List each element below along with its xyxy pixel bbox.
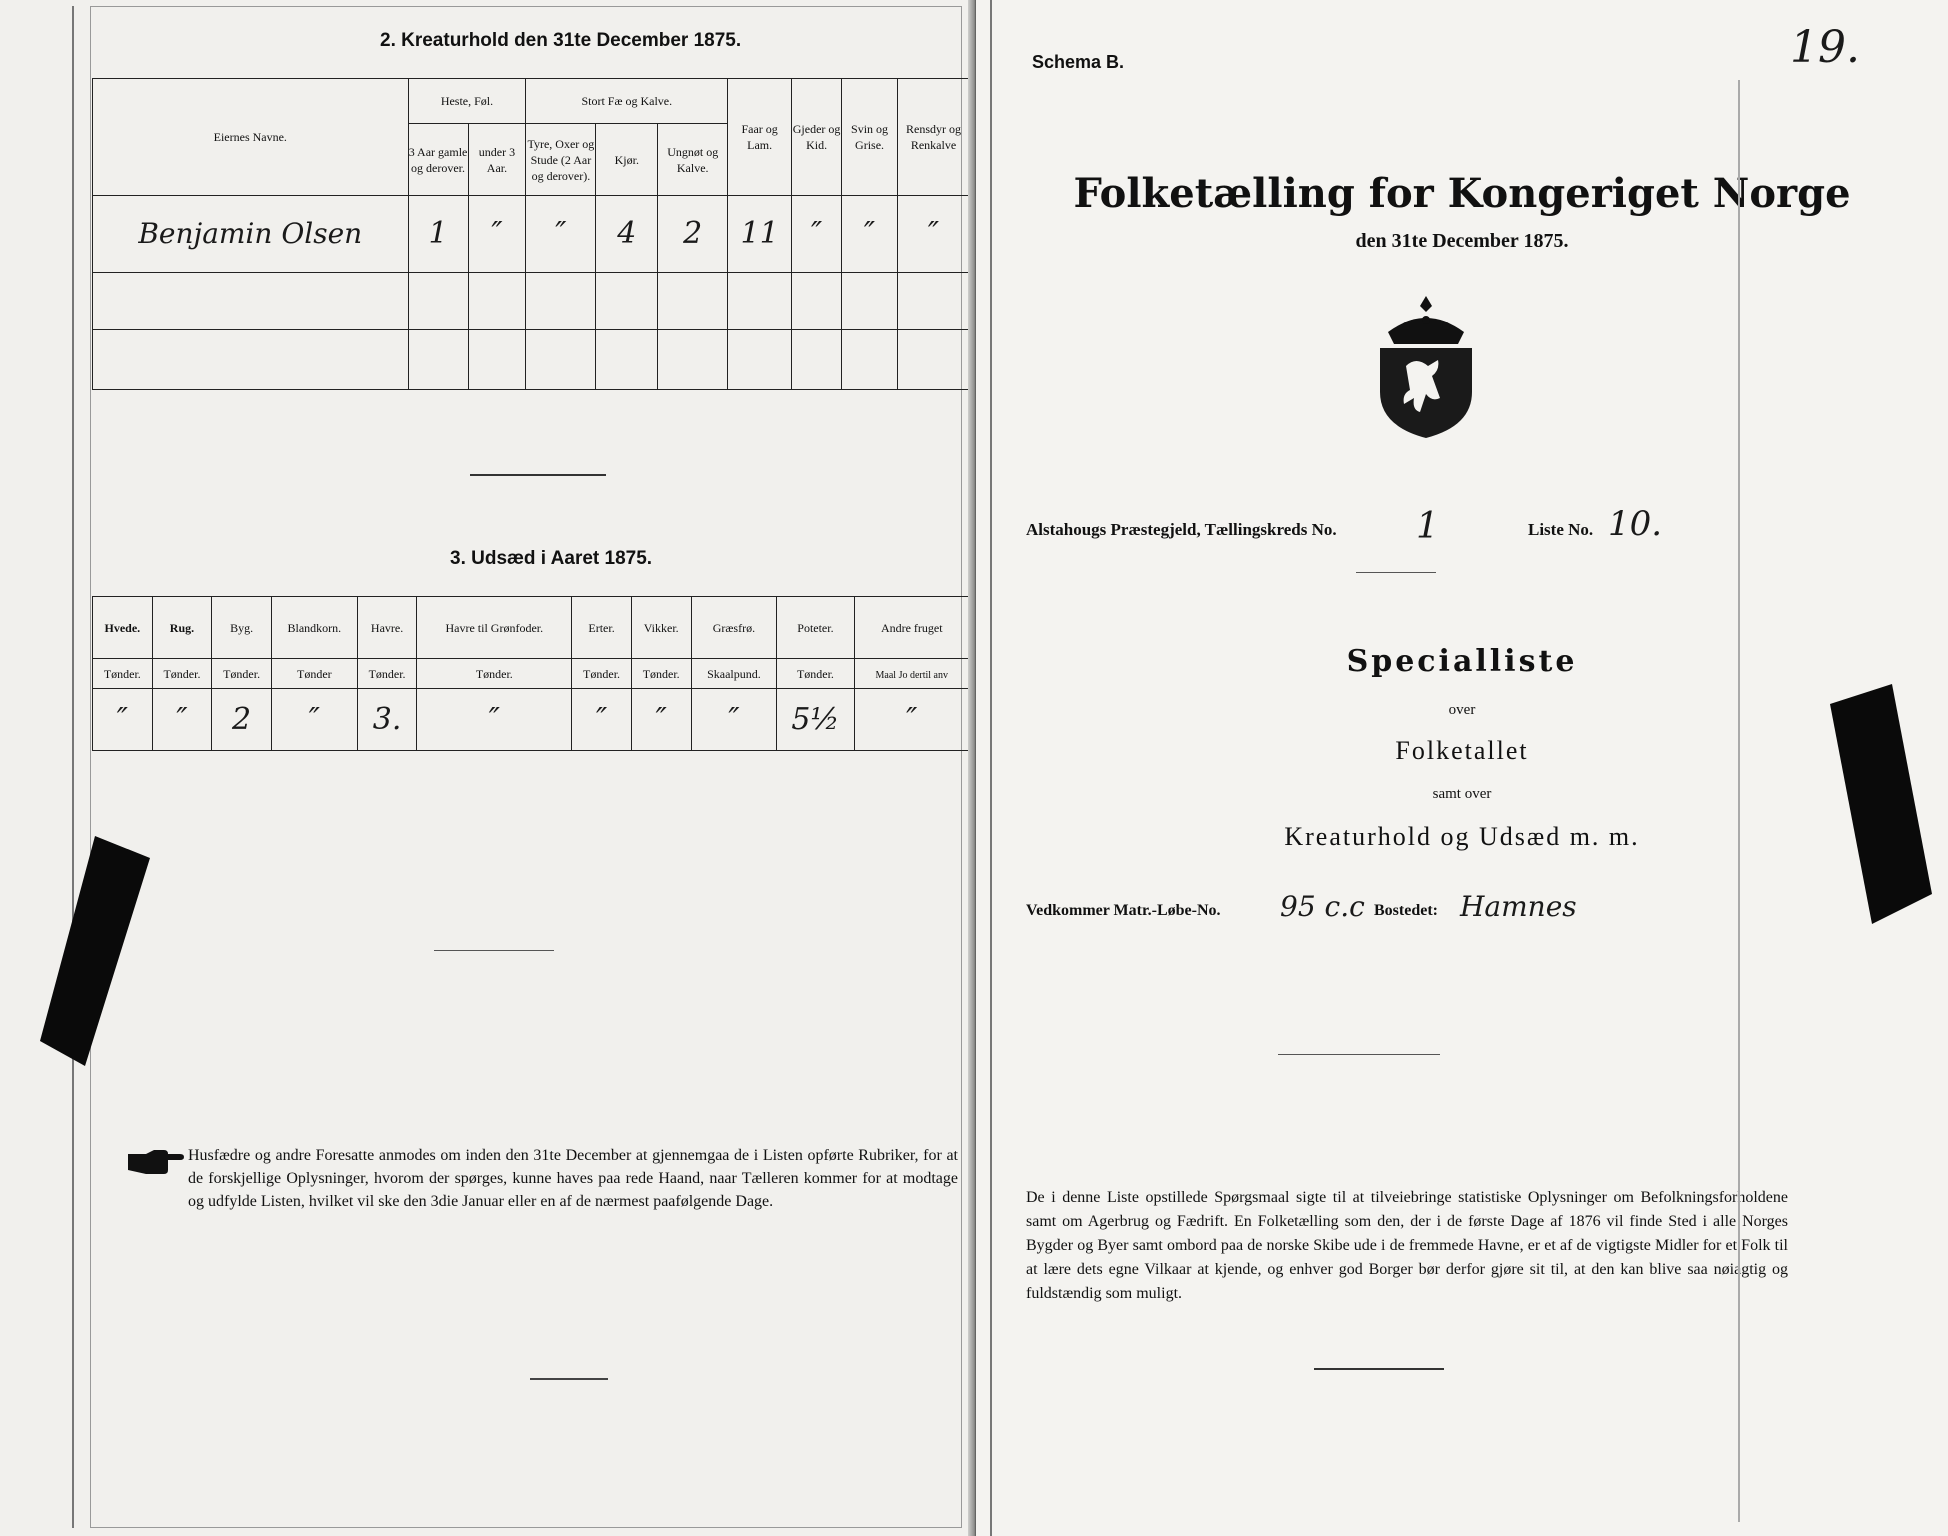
seed-value: ″	[906, 702, 918, 737]
horses-header-cell	[408, 79, 526, 124]
seed-value: ″	[308, 702, 320, 737]
col-poteter: Poteter.	[797, 620, 834, 635]
divider	[470, 474, 606, 476]
unit-label: Tønder.	[103, 666, 141, 681]
unit-label: Maal Jo dertil anv	[875, 669, 948, 681]
owner-name: Benjamin Olsen	[138, 217, 363, 251]
black-tab-marker	[1822, 684, 1932, 924]
reindeer-header: Rensdyr og Renkalve	[906, 122, 961, 153]
divider	[1356, 572, 1436, 573]
cattle-header-cell	[526, 79, 728, 124]
col-erter: Erter.	[588, 620, 615, 635]
horses-young-value: ″	[491, 216, 503, 252]
right-page	[976, 0, 1948, 1536]
seed-value: ″	[595, 702, 608, 737]
sheep-header: Faar og Lam.	[741, 122, 778, 153]
horses-old-header	[408, 124, 468, 196]
seed-value: ″	[116, 702, 128, 737]
col-havre-gronfoder: Havre til Grønfoder.	[445, 620, 544, 635]
main-title: Folketælling for Kongeriget Norge	[1073, 170, 1851, 217]
unit-label: Tønder.	[223, 666, 261, 681]
col-graesfro: Græsfrø.	[712, 620, 756, 635]
table-row	[93, 330, 970, 390]
seed-value: ″	[655, 702, 667, 737]
reindeer-value: ″	[927, 216, 940, 252]
divider	[1314, 1368, 1444, 1370]
schema-label: Schema B.	[1032, 52, 1125, 72]
col-blandkorn: Blandkorn.	[287, 620, 342, 635]
bleed-through-margin	[14, 90, 74, 1490]
unit-label: Skaalpund.	[707, 666, 761, 681]
special-title: Specialliste	[1346, 644, 1578, 679]
seed-value: 5½	[791, 702, 840, 737]
kreaturhold-label: Kreaturhold og Udsæd m. m.	[1284, 822, 1640, 851]
bostedet-value: Hamnes	[1460, 890, 1577, 923]
matr-no: 95 c.c	[1280, 890, 1365, 923]
col-vikker: Vikker.	[643, 620, 679, 635]
oxen-label: Tyre, Oxer og Stude (2 Aar og derover).	[527, 136, 595, 183]
young-cattle-value: 2	[683, 216, 703, 252]
oxen-value: ″	[555, 216, 567, 252]
left-page	[0, 0, 972, 1536]
bleed-column-line	[1738, 80, 1740, 1522]
horses-old-label: 3 Aar gamle og derover.	[408, 144, 468, 175]
liste-label: Liste No.	[1528, 520, 1594, 539]
oxen-header	[526, 124, 596, 196]
sheep-value: 11	[740, 216, 779, 252]
folketallet-label: Folketallet	[1395, 736, 1529, 765]
young-cattle-header	[658, 124, 728, 196]
cattle-header: Stort Fæ og Kalve.	[581, 94, 673, 109]
seed-value: ″	[728, 702, 740, 737]
owner-name-cell	[93, 196, 409, 273]
section2-title: 2. Kreaturhold den 31te December 1875.	[380, 30, 742, 51]
unit-label: Tønder.	[475, 666, 513, 681]
unit-label: Tønder	[297, 666, 332, 681]
over-label: over	[1448, 702, 1476, 718]
livestock-table	[92, 78, 970, 390]
divider	[434, 950, 554, 951]
unit-label: Tønder.	[163, 666, 201, 681]
seed-value: 2	[232, 702, 252, 737]
margin-line	[72, 6, 74, 1528]
col-hvede: Hvede.	[104, 620, 141, 635]
cows-label: Kjør.	[614, 152, 639, 167]
tellingskreds-no: 1	[1416, 506, 1439, 547]
horses-young-label: under 3 Aar.	[478, 144, 516, 175]
unit-label: Tønder.	[368, 666, 406, 681]
black-tab-marker	[40, 836, 150, 1066]
pigs-header: Svin og Grise.	[851, 122, 889, 153]
samt-over-label: samt over	[1432, 786, 1492, 802]
young-cattle-label: Ungnøt og Kalve.	[667, 144, 719, 175]
col-havre: Havre.	[370, 620, 404, 635]
seed-value: ″	[176, 702, 188, 737]
col-rug: Rug.	[169, 620, 195, 635]
table-row	[93, 272, 970, 329]
notice-text: Husfædre og andre Foresatte anmodes om inden den 31te December at gjennemgaa de i Listen opførte Rubriker, for at de forskjellige Oplysninger, hvorom der spørges, kunne haves paa rede Haand, naar Tælleren kommer for at modtage og udfylde Listen, hvilket vil ske den 3die Januar eller en af de nærmest paafølgende Dage.	[188, 1147, 958, 1211]
seed-value: 3.	[372, 702, 402, 737]
sheep-header-cell	[728, 79, 792, 196]
page-number: 19.	[1790, 22, 1860, 73]
owner-header-cell	[93, 79, 409, 196]
horses-old-value: 1	[428, 216, 448, 252]
cows-value: 4	[617, 216, 637, 252]
horses-header: Heste, Føl.	[440, 94, 494, 109]
date-line: den 31te December 1875.	[1355, 230, 1569, 252]
seed-value: ″	[488, 702, 500, 737]
col-byg: Byg.	[230, 620, 254, 635]
horses-young-header	[468, 124, 526, 196]
table-row	[93, 196, 970, 273]
goats-header-cell	[792, 79, 842, 196]
unit-label: Tønder.	[642, 666, 680, 681]
divider	[1278, 1054, 1440, 1055]
unit-label: Tønder.	[796, 666, 834, 681]
section3-title: 3. Udsæd i Aaret 1875.	[450, 548, 653, 569]
coat-of-arms-icon	[1366, 292, 1486, 442]
parish-label: Alstahougs Præstegjeld, Tællingskreds No.	[1026, 520, 1337, 539]
owner-header: Eiernes Navne.	[213, 130, 287, 145]
goats-value: ″	[810, 216, 823, 252]
reindeer-header-cell	[898, 79, 970, 196]
pigs-value: ″	[863, 216, 876, 252]
unit-label: Tønder.	[583, 666, 621, 681]
matr-label: Vedkommer Matr.-Løbe-No.	[1026, 902, 1221, 919]
liste-no: 10.	[1608, 504, 1663, 544]
table-row	[93, 689, 970, 751]
footer-text: De i denne Liste opstillede Spørgsmaal sigte til at tilveiebringe statistiske Oplysninger om Befolkningsforholdene samt om Agerbrug og Fædrift. En Folketælling som den, der i de første Dage af 1876 vil finde Sted i alle Norges Bygder og Byer samt ombord paa de norske Skibe ude i de fremmede Havne, er et af de vigtigste Midler for et Folk til at lære dets egne Vilkaar at kjende, og enhver god Borger bør derfor gjøre sit til, at den kan blive saa nøiagtig og fuldstændig som muligt.	[1026, 1189, 1788, 1302]
goats-header: Gjeder og Kid.	[792, 122, 841, 153]
cows-header	[596, 124, 658, 196]
pointing-hand-icon	[126, 1146, 184, 1176]
divider	[530, 1378, 608, 1380]
seed-table	[92, 596, 970, 751]
bostedet-label: Bostedet:	[1374, 902, 1438, 919]
col-andre: Andre fruget	[880, 620, 943, 635]
pigs-header-cell	[842, 79, 898, 196]
